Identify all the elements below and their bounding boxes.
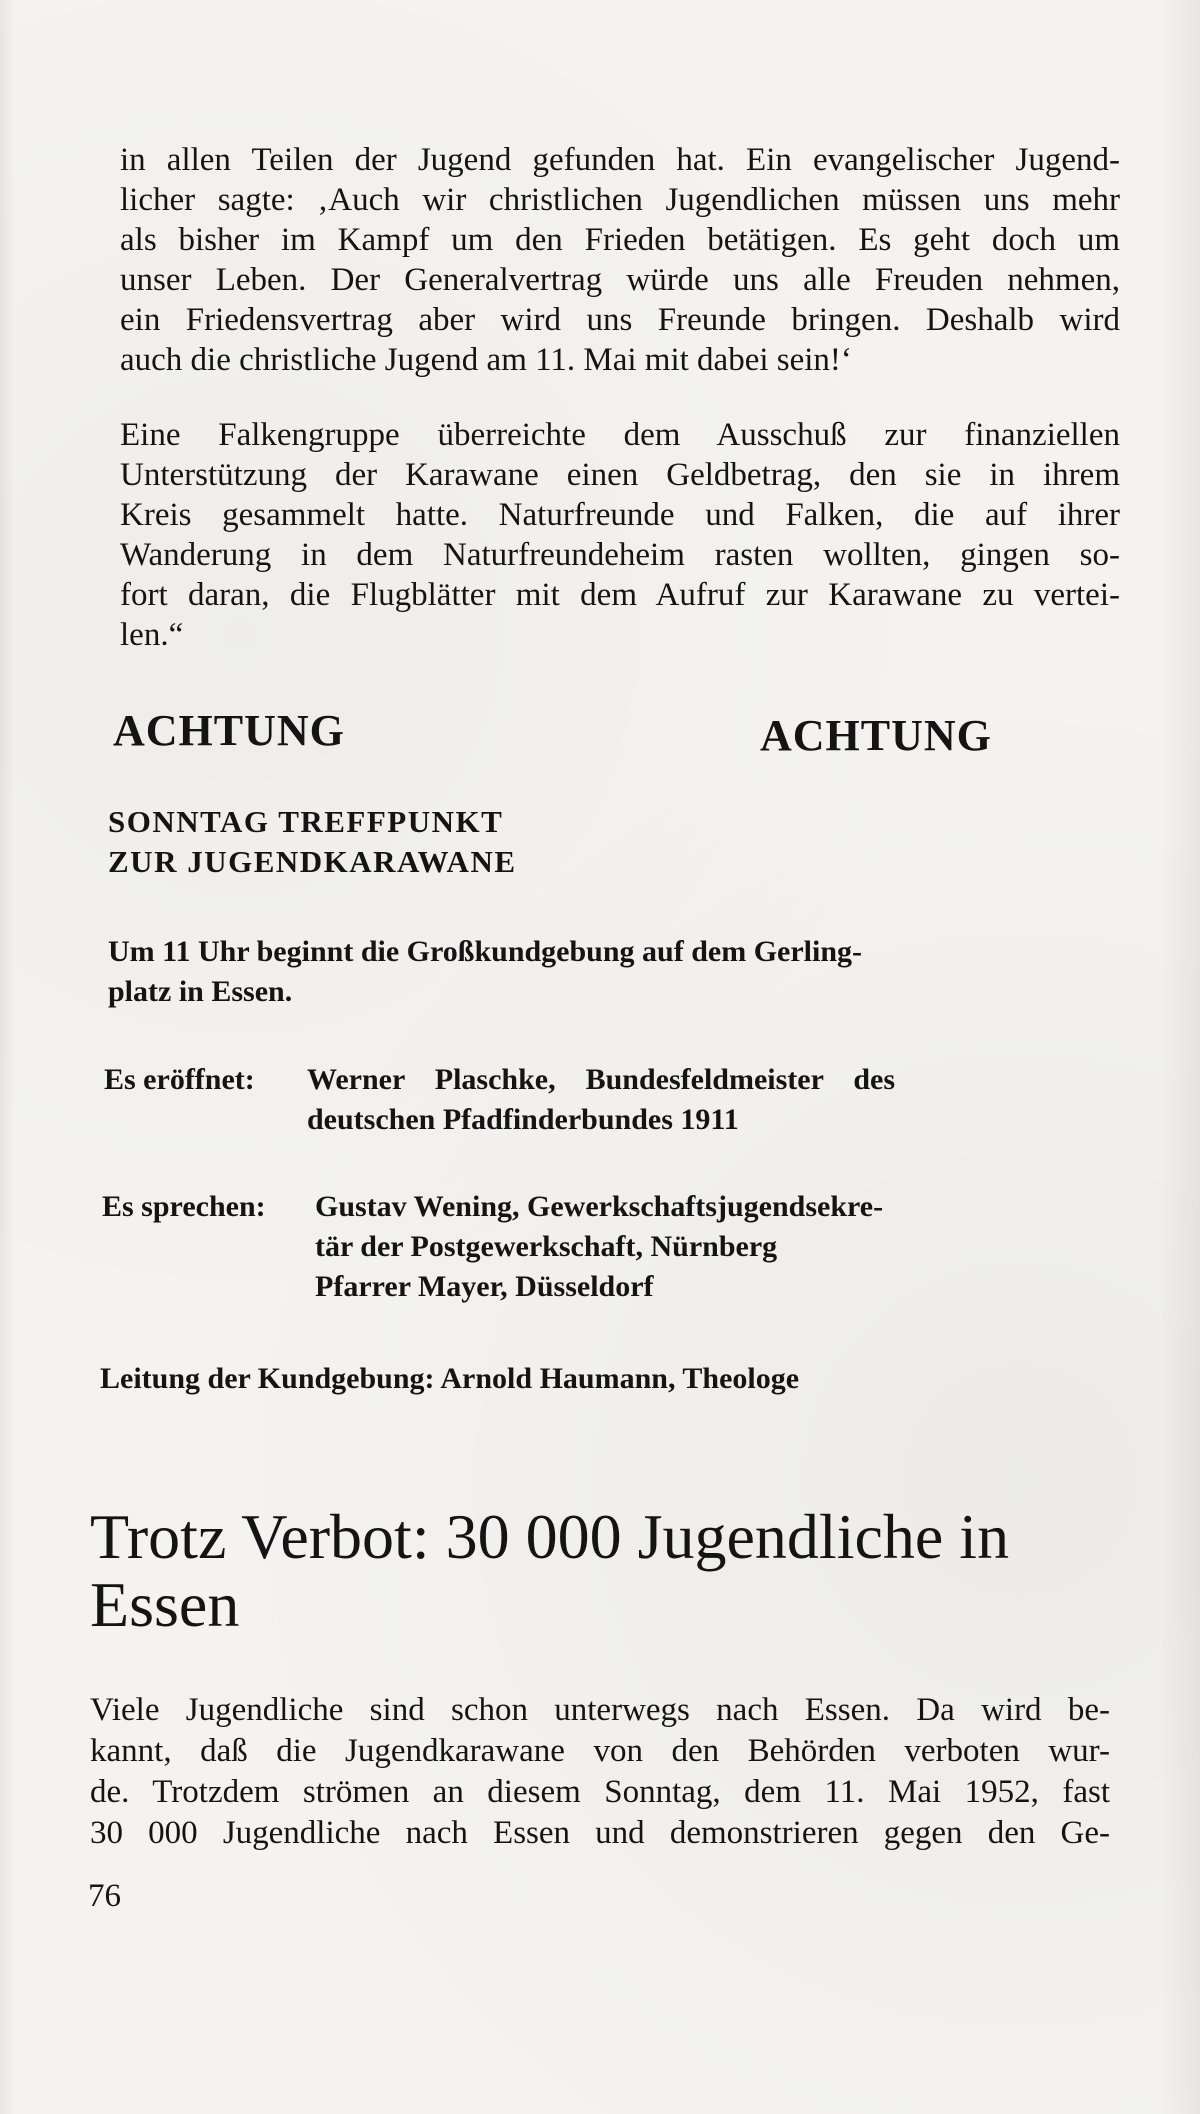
- paragraph-3: [90, 1690, 1110, 1854]
- headline-line: Essen: [90, 1569, 240, 1640]
- leitung-line: Leitung der Kundgebung: Arnold Haumann, Theologe: [100, 1362, 800, 1395]
- text-line: de. Trotzdem strömen an diesem Sonntag, dem 11. Mai 1952, fast: [90, 1774, 1110, 1810]
- achtung-heading-right: ACHTUNG: [760, 711, 992, 760]
- text-line: platz in Essen.: [108, 975, 293, 1008]
- page-shadow-left: [0, 0, 14, 2114]
- text-line: ein Friedensvertrag aber wird uns Freunde bringen. Deshalb wird: [120, 302, 1120, 338]
- paragraph-1: [120, 140, 1120, 380]
- section-headline: [90, 1503, 1130, 1639]
- text-line: Unterstützung der Karawane einen Geldbetrag, den sie in ihrem: [120, 457, 1120, 493]
- text-line: Eine Falkengruppe überreichte dem Ausschuß zur finanziellen: [120, 417, 1120, 453]
- text-line: Um 11 Uhr beginnt die Großkundgebung auf dem Gerling-: [108, 935, 863, 968]
- text-line: als bisher im Kampf um den Frieden betätigen. Es geht doch um: [120, 222, 1120, 258]
- text-line: in allen Teilen der Jugend gefunden hat. Ein evangelischer Jugend-: [120, 142, 1120, 178]
- text-line: licher sagte: ‚Auch wir christlichen Jugendlichen müssen uns mehr: [120, 182, 1120, 218]
- text-line: auch die christliche Jugend am 11. Mai mit dabei sein!‘: [120, 342, 852, 378]
- opening-speaker: [307, 1060, 895, 1140]
- treffpunkt-heading: [108, 802, 517, 882]
- text-line: 30 000 Jugendliche nach Essen und demonstrieren gegen den Ge-: [90, 1815, 1110, 1851]
- page-number: 76: [88, 1878, 121, 1914]
- paragraph-2: [120, 415, 1120, 655]
- text-line: Viele Jugendliche sind schon unterwegs nach Essen. Da wird be-: [90, 1692, 1110, 1728]
- text-line: unser Leben. Der Generalvertrag würde uns alle Freuden nehmen,: [120, 262, 1120, 298]
- headline-line: Trotz Verbot: 30 000 Jugendliche in: [90, 1501, 1010, 1572]
- text-line: kannt, daß die Jugendkarawane von den Behörden verboten wur-: [90, 1733, 1110, 1769]
- text-line: tär der Postgewerkschaft, Nürnberg: [315, 1230, 778, 1263]
- text-line: fort daran, die Flugblätter mit dem Aufruf zur Karawane zu vertei-: [120, 577, 1120, 613]
- text-line: Kreis gesammelt hatte. Naturfreunde und Falken, die auf ihrer: [120, 497, 1120, 533]
- page-shadow-right: [1160, 0, 1200, 2114]
- treffpunkt-line: SONNTAG TREFFPUNKT: [108, 804, 504, 839]
- speakers-label: Es sprechen:: [102, 1190, 266, 1223]
- achtung-heading-left: ACHTUNG: [113, 706, 345, 755]
- text-line: deutschen Pfadfinderbundes 1911: [307, 1103, 739, 1136]
- text-line: Pfarrer Mayer, Düsseldorf: [315, 1270, 654, 1303]
- text-line: Werner Plaschke, Bundesfeldmeister des: [307, 1063, 896, 1096]
- text-line: Gustav Wening, Gewerkschaftsjugendsekre-: [315, 1190, 884, 1223]
- text-line: len.“: [120, 617, 184, 653]
- text-line: Wanderung in dem Naturfreundeheim rasten wollten, gingen so-: [120, 537, 1120, 573]
- opening-label: Es eröffnet:: [104, 1063, 255, 1096]
- treffpunkt-line: ZUR JUGENDKARAWANE: [108, 844, 517, 879]
- kundgebung-announcement: [108, 932, 1028, 1012]
- speakers-list: [315, 1187, 883, 1307]
